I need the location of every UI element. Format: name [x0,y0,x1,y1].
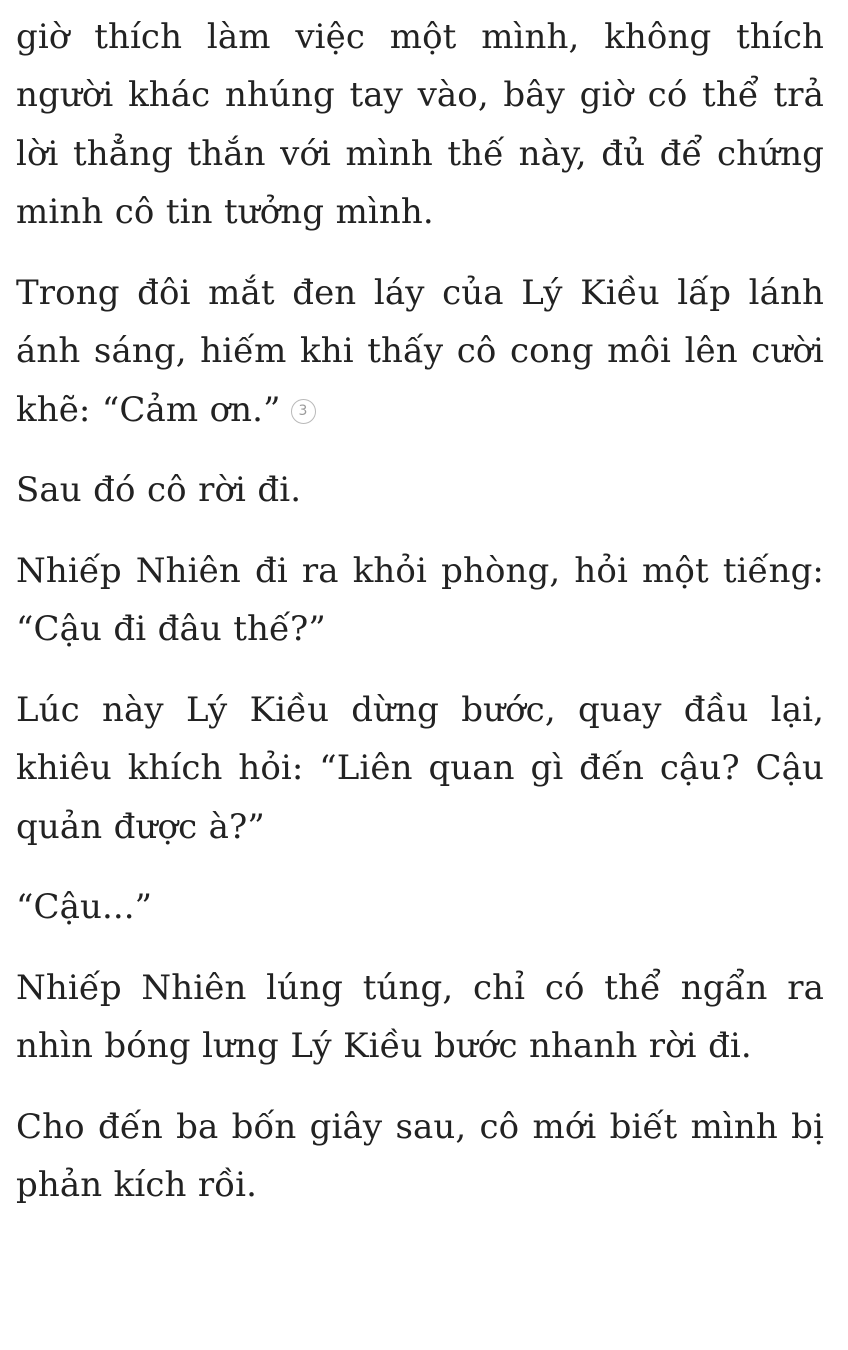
paragraph-8: Cho đến ba bốn giây sau, cô mới biết mình bị phản kích rồi. [16,1106,824,1205]
paragraph-4: Nhiếp Nhiên đi ra khỏi phòng, hỏi một tiếng: “Cậu đi đâu thế?” [16,550,824,650]
paragraph-1: giờ thích làm việc một mình, không thích người khác nhúng tay vào, bây giờ có thể trả lời thẳng thắn với mình thế này, đủ để chứng minh cô tin tưởng mình. [16,17,824,233]
paragraph-2 [16,264,824,439]
paragraph-5: Lúc này Lý Kiều dừng bước, quay đầu lại, khiêu khích hỏi: “Liên quan gì đến cậu? Cậu quản được à?” [16,689,824,847]
paragraph-6: “Cậu...” [16,887,153,928]
paragraph-2-text: Trong đôi mắt đen láy của Lý Kiều lấp lánh ánh sáng, hiếm khi thấy cô cong môi lên cười khẽ: “Cảm ơn.” [16,272,824,430]
footnote-marker-icon[interactable]: 3 [291,399,316,424]
paragraph-7: Nhiếp Nhiên lúng túng, chỉ có thể ngẩn ra nhìn bóng lưng Lý Kiều bước nhanh rời đi. [16,967,824,1067]
paragraph-3: Sau đó cô rời đi. [16,470,302,511]
